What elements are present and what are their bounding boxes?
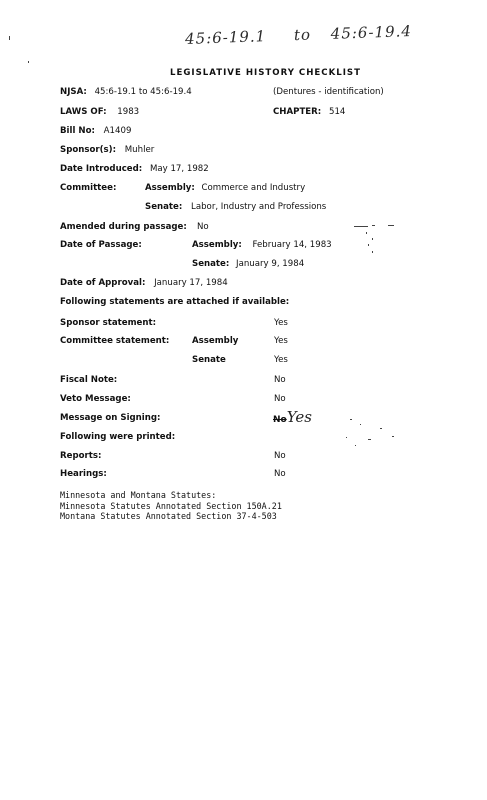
sponsor-statement-label: Sponsor statement: [60,318,157,328]
laws-of-value: 1983 [117,107,140,117]
scan-speck [368,439,371,440]
scan-speck [360,424,361,425]
approval-label: Date of Approval: [60,278,146,288]
amended-value: No [197,222,209,232]
committee-statement-assembly-label: Assembly [192,336,239,346]
date-introduced-value: May 17, 1982 [149,164,209,174]
sponsor-row [60,145,154,155]
scan-speck [372,238,373,240]
footnote-block [60,490,282,522]
scan-speck [350,419,352,420]
footnote-line: Minnesota and Montana Statutes: [60,490,217,500]
scan-speck [380,428,382,429]
footnote-line: Montana Statutes Annotated Section 37-4-503 [60,511,277,521]
scan-speck [392,436,394,437]
approval-row [60,278,228,288]
laws-of-label: LAWS OF: [60,107,107,117]
scan-speck [354,226,368,227]
date-introduced-label: Date Introduced: [60,164,143,174]
scan-speck [346,437,347,438]
committee-senate-value: Labor, Industry and Professions [191,202,327,212]
handwritten-to-word: to [293,25,312,45]
bill-no-row [60,126,131,136]
committee-statement-senate-label: Senate [192,355,226,365]
njsa-label: NJSA: [60,87,87,97]
handwritten-to: 45:6-19.4 [330,22,413,43]
veto-message-value: No [274,394,286,404]
chapter-value: 514 [328,107,346,117]
chapter-row [273,107,345,117]
passage-assembly-label: Assembly: [192,240,242,250]
passage-senate-row [192,259,304,269]
fiscal-note-value: No [274,375,286,385]
handwritten-njsa-range [185,22,412,48]
scan-speck [28,61,29,63]
handwritten-from: 45:6-19.1 [184,27,267,48]
sponsor-value: Muhler [124,145,155,155]
reports-value: No [274,451,286,461]
committee-senate-row [145,202,326,212]
approval-value: January 17, 1984 [154,278,228,288]
committee-label: Committee: [60,183,117,193]
following-attached-heading: Following statements are attached if available: [60,297,290,307]
njsa-value: 45:6-19.1 to 45:6-19.4 [94,87,192,97]
amended-label: Amended during passage: [60,222,187,232]
committee-assembly-value: Commerce and Industry [201,183,306,193]
scan-speck [9,36,10,40]
sponsor-statement-value: Yes [274,318,288,328]
passage-senate-label: Senate: [192,259,230,269]
bill-no-label: Bill No: [60,126,95,136]
message-on-signing-value [273,408,312,426]
veto-message-label: Veto Message: [60,394,131,404]
following-printed-heading: Following were printed: [60,432,176,442]
scan-speck [366,232,367,234]
laws-of-row [60,107,139,117]
committee-senate-label: Senate: [145,202,183,212]
committee-statement-assembly-value: Yes [274,336,288,346]
scan-speck [372,251,373,253]
fiscal-note-label: Fiscal Note: [60,375,118,385]
scan-speck [388,225,394,226]
scan-speck [355,445,356,446]
passage-senate-value: January 9, 1984 [236,259,305,269]
reports-label: Reports: [60,451,102,461]
message-on-signing-struck-value: No [273,415,287,425]
scan-speck [368,244,369,246]
message-on-signing-handwritten-value: Yes [286,408,312,426]
page-title: LEGISLATIVE HISTORY CHECKLIST [170,68,361,78]
committee-statement-senate-value: Yes [274,355,288,365]
committee-assembly-row [145,183,305,193]
passage-assembly-row [192,240,332,250]
hearings-label: Hearings: [60,469,107,479]
sponsor-label: Sponsor(s): [60,145,117,155]
njsa-row [60,87,192,97]
committee-assembly-label: Assembly: [145,183,195,193]
bill-no-value: A1409 [103,126,132,136]
njsa-note: (Dentures - identification) [273,87,384,97]
date-introduced-row [60,164,209,174]
hearings-value: No [274,469,286,479]
footnote-line: Minnesota Statutes Annotated Section 150A.21 [60,500,282,511]
message-on-signing-label: Message on Signing: [60,413,161,423]
passage-assembly-value: February 14, 1983 [252,240,332,250]
committee-statement-label: Committee statement: [60,336,170,346]
chapter-label: CHAPTER: [273,107,322,117]
passage-label: Date of Passage: [60,240,142,250]
scan-speck [372,225,375,226]
